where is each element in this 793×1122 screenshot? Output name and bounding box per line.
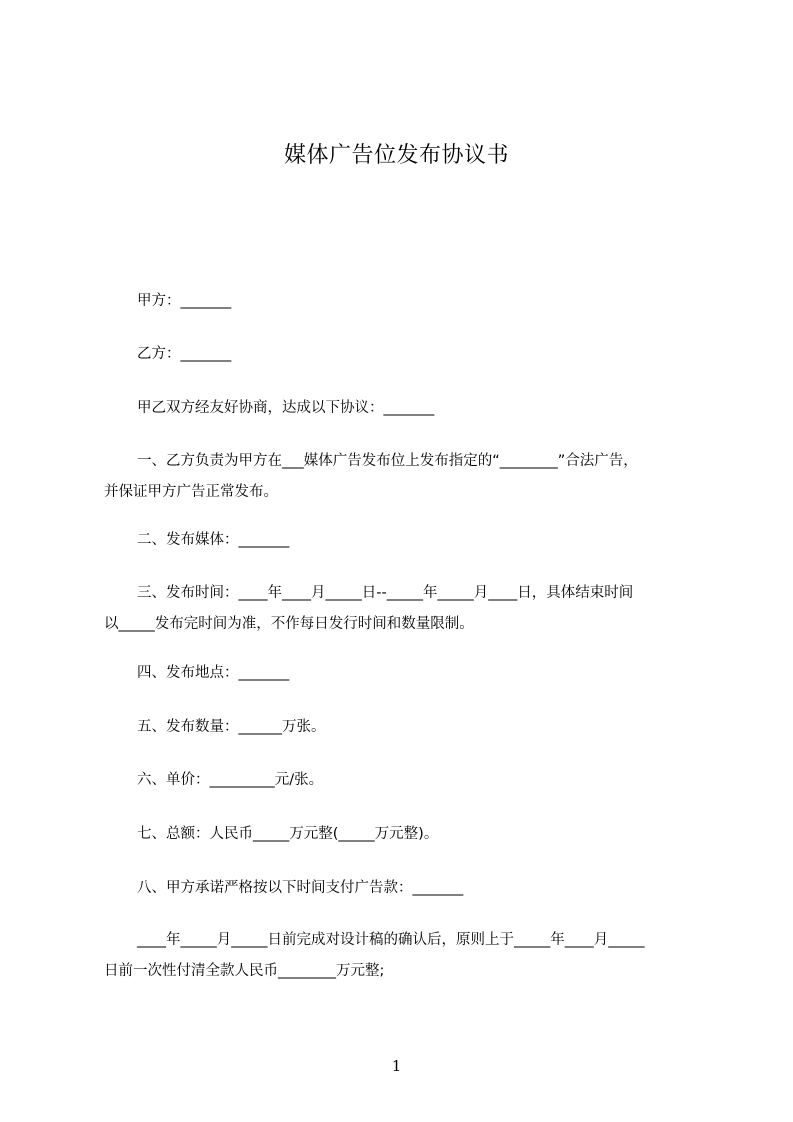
- party-b-line: 乙方：_______: [137, 346, 232, 362]
- page-number: 1: [391, 1057, 402, 1075]
- clause-7: 七、总额：人民币_____万元整(_____万元整)。: [137, 826, 439, 842]
- party-a-line: 甲方：_______: [137, 293, 232, 309]
- clause-3: [104, 578, 704, 640]
- payment-terms-line-2: 日前一次性付清全款人民币________万元整;: [104, 963, 385, 979]
- agreement-intro: 甲乙双方经友好协商，达成以下协议：_______: [137, 400, 435, 416]
- clause-3-line-1: 三、发布时间：____年____月_____日--_____年_____月____日，具体结束时间: [137, 585, 634, 601]
- clause-6: 六、单价：_________元/张。: [137, 772, 324, 788]
- clause-5: 五、发布数量：______万张。: [137, 719, 326, 735]
- clause-4: 四、发布地点：_______: [137, 665, 290, 681]
- clause-8: 八、甲方承诺严格按以下时间支付广告款：_______: [137, 880, 464, 896]
- clause-1-line-2: 并保证甲方广告正常发布。: [104, 484, 278, 500]
- clause-1-line-1: 一、乙方负责为甲方在___媒体广告发布位上发布指定的“________”合法广告，: [137, 453, 638, 469]
- clause-1: [104, 446, 704, 508]
- payment-terms-line-1: ____年_____月_____日前完成对设计稿的确认后，原则上于_____年____月_____: [137, 932, 645, 948]
- clause-2: 二、发布媒体：_______: [137, 532, 290, 548]
- clause-3-line-2: 以_____发布完时间为准，不作每日发行时间和数量限制。: [104, 616, 474, 632]
- payment-terms: [104, 925, 704, 987]
- document-title: 媒体广告位发布协议书: [283, 143, 509, 168]
